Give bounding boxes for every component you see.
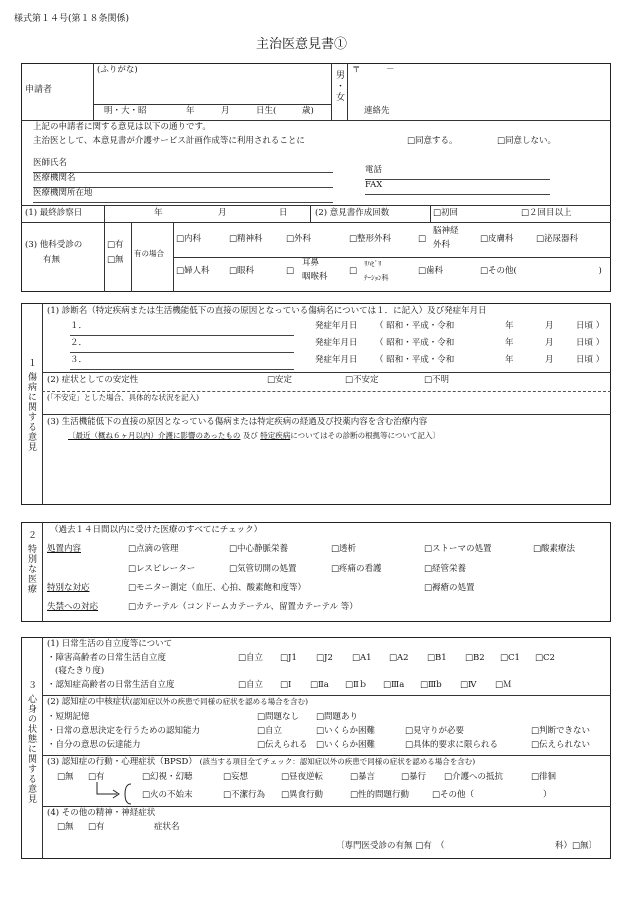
unstable-note: (「不安定」とした場合、具体的な状況を記入): [47, 393, 200, 402]
dept-neuro-check[interactable]: □: [418, 234, 427, 244]
neuro-yes[interactable]: □有: [88, 822, 105, 832]
first-time-checkbox[interactable]: □初回: [433, 208, 459, 218]
section-1-disease: [21, 303, 611, 505]
dept-urology[interactable]: □泌尿器科: [536, 234, 579, 244]
furigana-label: (ふりがな): [97, 65, 138, 75]
dept-other[interactable]: □その他(: [480, 266, 517, 276]
special-care-note: （過去１４日間以内に受けた医療のすべてにチェック）: [50, 525, 263, 535]
specialist-visit[interactable]: 〔専門医受診の有無 □有 （: [336, 841, 445, 851]
birth-era: 明・大・昭: [104, 106, 147, 116]
monitor-checkbox[interactable]: □モニター測定（血圧、心拍、酸素飽和度等）: [128, 583, 307, 593]
facility-address-label: 医療機関所在地: [33, 188, 93, 198]
dept-dental[interactable]: □歯科: [418, 266, 444, 276]
bpsd-none[interactable]: □無: [57, 772, 74, 782]
second-time-checkbox[interactable]: □２回目以上: [521, 208, 572, 218]
dept-rehab-check[interactable]: □: [349, 266, 358, 276]
dept-eye[interactable]: □眼科: [229, 266, 255, 276]
page-title: 主治医意見書①: [256, 37, 348, 52]
gender-select[interactable]: 男・女: [334, 70, 344, 103]
doctor-name-label: 医師氏名: [33, 158, 68, 168]
tel-label: 電話: [365, 165, 383, 175]
adl-title: (1) 日常生活の自立度等について: [47, 639, 173, 649]
unstable-checkbox[interactable]: □不安定: [345, 375, 379, 385]
other-dept-yes[interactable]: □有: [107, 240, 124, 250]
section-2-label: ２ 特別な医療: [26, 530, 36, 594]
consent-question: 主治医として、本意見書が介護サービス計画作成等に利用されることに: [33, 136, 305, 146]
dept-ortho[interactable]: □整形外科: [349, 234, 392, 244]
unknown-checkbox[interactable]: □不明: [424, 375, 450, 385]
stability-title: (2) 症状としての安定性: [47, 375, 139, 385]
course-title: (3) 生活機能低下の直接の原因となっている傷病または特定疾病の経過及び投薬内容を含む治療内容: [47, 417, 428, 427]
ulcer-checkbox[interactable]: □褥瘡の処置: [424, 583, 475, 593]
facility-name-label: 医療機関名: [33, 173, 76, 183]
section-3-label: ３ 心身の状態に関する意見: [26, 680, 36, 804]
dept-psych[interactable]: □精神科: [229, 234, 263, 244]
special-response-label: 特別な対応: [47, 583, 90, 593]
dept-surgery[interactable]: □外科: [286, 234, 312, 244]
neuro-none[interactable]: □無: [57, 822, 74, 832]
section-1-label: １ 傷病に関する意見: [26, 358, 36, 452]
bpsd-yes[interactable]: □有: [88, 772, 105, 782]
incontinence-label: 失禁への対応: [47, 602, 99, 612]
stable-checkbox[interactable]: □安定: [267, 375, 293, 385]
other-dept-no[interactable]: □無: [107, 255, 124, 265]
disagree-checkbox[interactable]: □同意しない。: [497, 136, 557, 146]
bpsd-title: (3) 認知症の行動・心理症状（BPSD） (該当する項目全てチェック：認知症以外の疾患で同様の症状を認める場合を含む): [47, 757, 476, 767]
contact-label: 連絡先: [364, 106, 390, 116]
arrow-right-icon: [95, 782, 135, 806]
dept-derm[interactable]: □皮膚科: [480, 234, 514, 244]
core-symptoms-title: (2) 認知症の中核症状(認知症以外の疾患で同様の症状を認める場合を含む): [47, 697, 309, 707]
dept-ent-check[interactable]: □: [286, 266, 295, 276]
treatment-label: 処置内容: [47, 544, 82, 554]
last-visit-label: (1) 最終診察日: [25, 208, 83, 218]
applicant-label: 申請者: [25, 85, 53, 95]
opinion-intro: 上記の申請者に関する意見は以下の通りです。: [33, 122, 211, 132]
dept-internal[interactable]: □内科: [176, 234, 202, 244]
neuro-title: (4) その他の精神・神経症状: [47, 808, 156, 818]
diagnosis-title: (1) 診断名（特定疾病または生活機能低下の直接の原因となっている傷病名については１．に記入）及び発症年月日: [47, 306, 487, 316]
report-count-label: (2) 意見書作成回数: [315, 208, 390, 218]
fax-label: FAX: [365, 180, 383, 190]
catheter-checkbox[interactable]: □カテーテル（コンドームカテーテル、留置カテーテル 等）: [128, 602, 358, 612]
form-number: 様式第１４号(第１８条関係): [14, 14, 130, 24]
agree-checkbox[interactable]: □同意する。: [407, 136, 458, 146]
dept-gyn[interactable]: □婦人科: [176, 266, 210, 276]
postal-code: 〒 －: [352, 65, 395, 75]
